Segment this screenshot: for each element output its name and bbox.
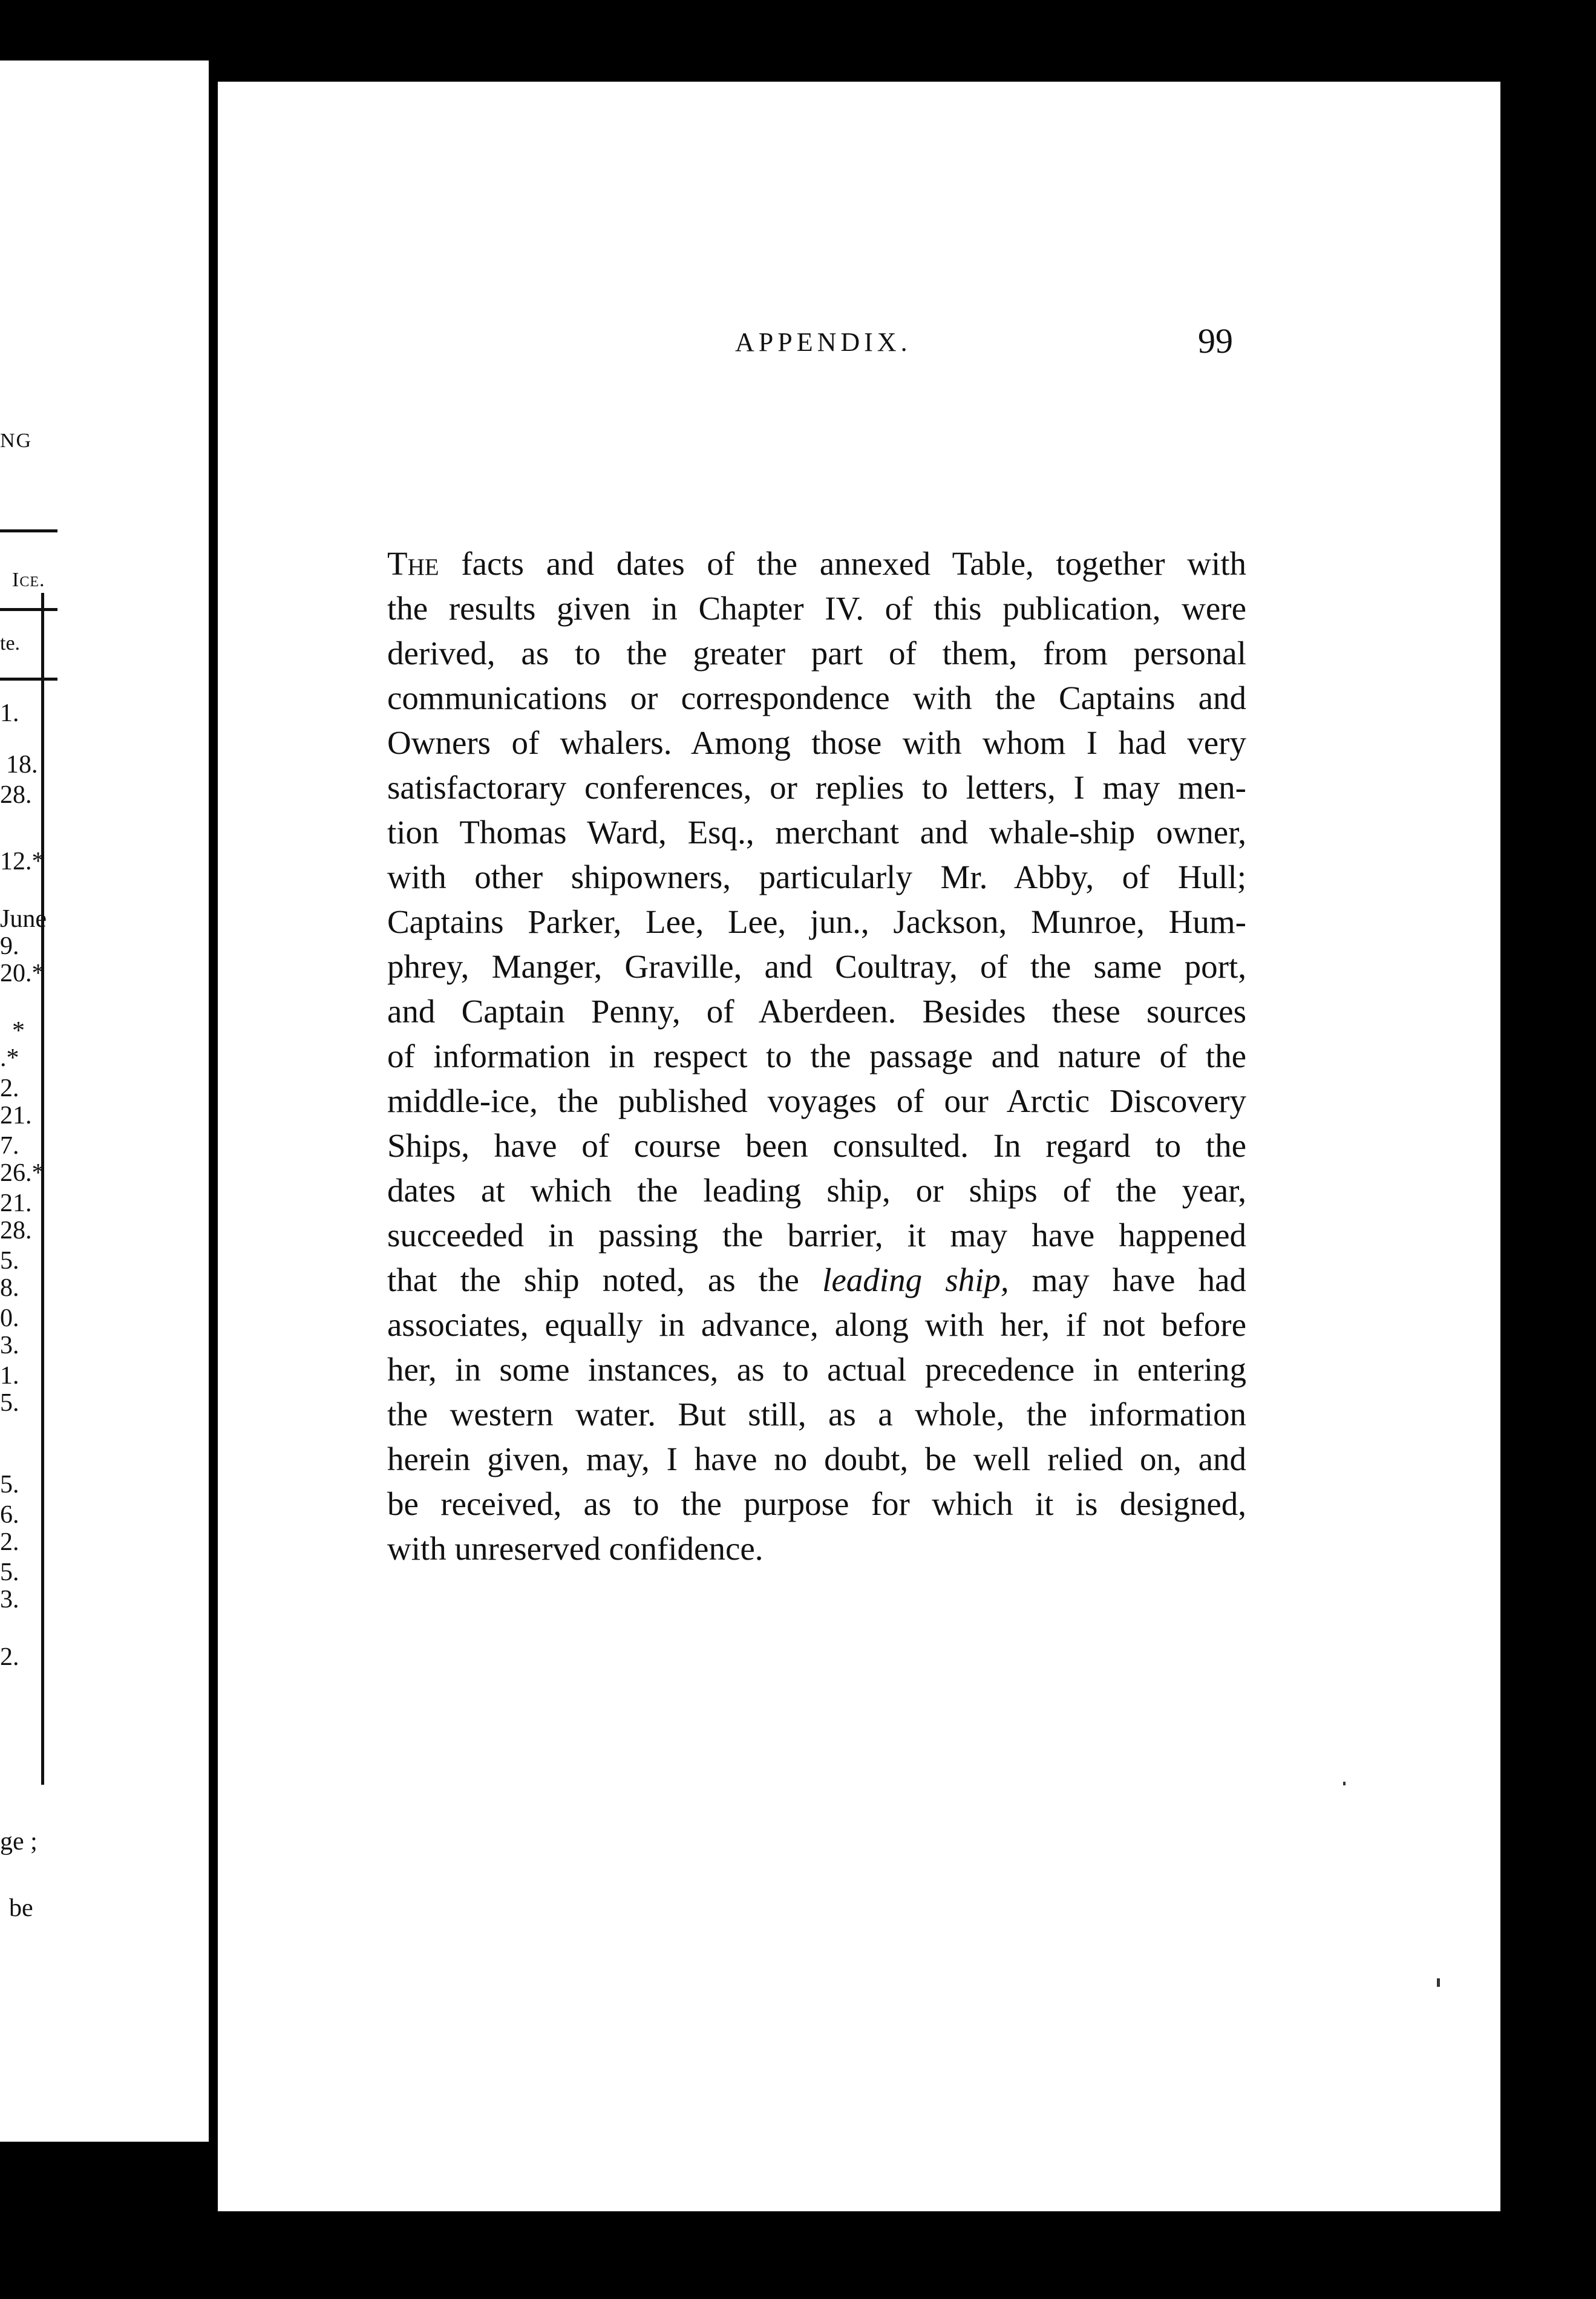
text-line: with other shipowners, particularly Mr. Abby, of Hull; (387, 858, 1246, 895)
left-column-head: Ice. (12, 569, 45, 591)
left-cell: 12.* (0, 848, 45, 875)
text-line: tion Thomas Ward, Esq., merchant and whale-ship owner, (387, 814, 1246, 851)
left-cell: 18. (6, 751, 38, 779)
left-cell: 9. (0, 932, 19, 960)
left-cell: 3. (0, 1332, 19, 1359)
left-cell: 1. (0, 1362, 19, 1390)
text-line: satisfactorary conferences, or replies to letters, I may men- (387, 769, 1246, 806)
text-line: associates, equally in advance, along with her, if not before (387, 1306, 1246, 1343)
running-head (218, 321, 1500, 363)
left-cell: * (12, 1017, 25, 1045)
body-paragraph (387, 541, 1246, 1571)
text-line: communications or correspondence with the Captains and (387, 679, 1246, 716)
text-line: herein given, may, I have no doubt, be well relied on, and (387, 1441, 1246, 1477)
text-line: the western water. But still, as a whole, the information (387, 1396, 1246, 1433)
text-line: the results given in Chapter IV. of this publication, were (387, 590, 1246, 627)
left-cell: 5. (0, 1389, 19, 1417)
left-cell: 1. (0, 699, 19, 727)
text-line: Captains Parker, Lee, Lee, jun., Jackson, Munroe, Hum- (387, 903, 1246, 940)
left-cell: .* (0, 1044, 19, 1072)
left-cell: 2. (0, 1643, 19, 1671)
text-line-italic (387, 1258, 1246, 1303)
left-cell: 3. (0, 1586, 19, 1614)
text-line: dates at which the leading ship, or ships of the year, (387, 1172, 1246, 1209)
text-line-final: with unreserved confidence. (387, 1530, 764, 1567)
left-cell: 5. (0, 1471, 19, 1499)
text-line: phrey, Manger, Graville, and Coultray, of the same port, (387, 948, 1246, 985)
running-head-title: APPENDIX. (735, 327, 912, 357)
italic-line-after: may have had (1032, 1261, 1246, 1298)
italic-phrase: leading ship, (822, 1261, 1009, 1298)
text-line: be received, as to the purpose for which it is designed, (387, 1485, 1246, 1522)
book-page (218, 82, 1500, 2211)
text-line: Owners of whalers. Among those with whom I had very (387, 724, 1246, 761)
left-header-fragment: NG (0, 430, 33, 452)
left-column-subhead: te. (0, 632, 21, 655)
left-cell: 5. (0, 1558, 19, 1586)
left-cell: 2. (0, 1528, 19, 1556)
opening-word: The (387, 545, 439, 582)
text-line (387, 541, 1246, 586)
left-cell: 7. (0, 1132, 19, 1160)
text-line: and Captain Penny, of Aberdeen. Besides these sources (387, 993, 1246, 1030)
left-cell: 8. (0, 1274, 19, 1302)
scan-speck (1437, 1978, 1440, 1987)
left-cell: 28. (0, 1217, 32, 1244)
left-cell: 6. (0, 1501, 19, 1529)
text-line-content: facts and dates of the annexed Table, together with (461, 545, 1246, 582)
text-line: her, in some instances, as to actual precedence in entering (387, 1351, 1246, 1388)
left-cell: 28. (0, 781, 32, 809)
scan-speck (1343, 1782, 1346, 1785)
left-cell: June (0, 905, 47, 933)
text-line: middle-ice, the published voyages of our Arctic Discovery (387, 1082, 1246, 1119)
text-line: Ships, have of course been consulted. In regard to the (387, 1127, 1246, 1164)
text-line: succeeded in passing the barrier, it may have happened (387, 1217, 1246, 1254)
left-cell: 20.* (0, 960, 45, 987)
page-number: 99 (1198, 321, 1233, 361)
left-cell: 21. (0, 1102, 32, 1130)
left-cell: 5. (0, 1247, 19, 1275)
left-footer-fragment: ge ; (0, 1828, 38, 1856)
left-table-rule-top (0, 529, 57, 532)
left-footer-fragment: be (9, 1894, 33, 1922)
text-line: derived, as to the greater part of them, from personal (387, 635, 1246, 672)
left-cell: 0. (0, 1304, 19, 1332)
text-line: of information in respect to the passage and nature of the (387, 1038, 1246, 1074)
left-cell: 21. (0, 1189, 32, 1217)
left-cell: 2. (0, 1074, 19, 1102)
left-facing-page (0, 60, 209, 2142)
italic-line-before: that the ship noted, as the (387, 1261, 799, 1298)
left-cell: 26.* (0, 1159, 45, 1187)
